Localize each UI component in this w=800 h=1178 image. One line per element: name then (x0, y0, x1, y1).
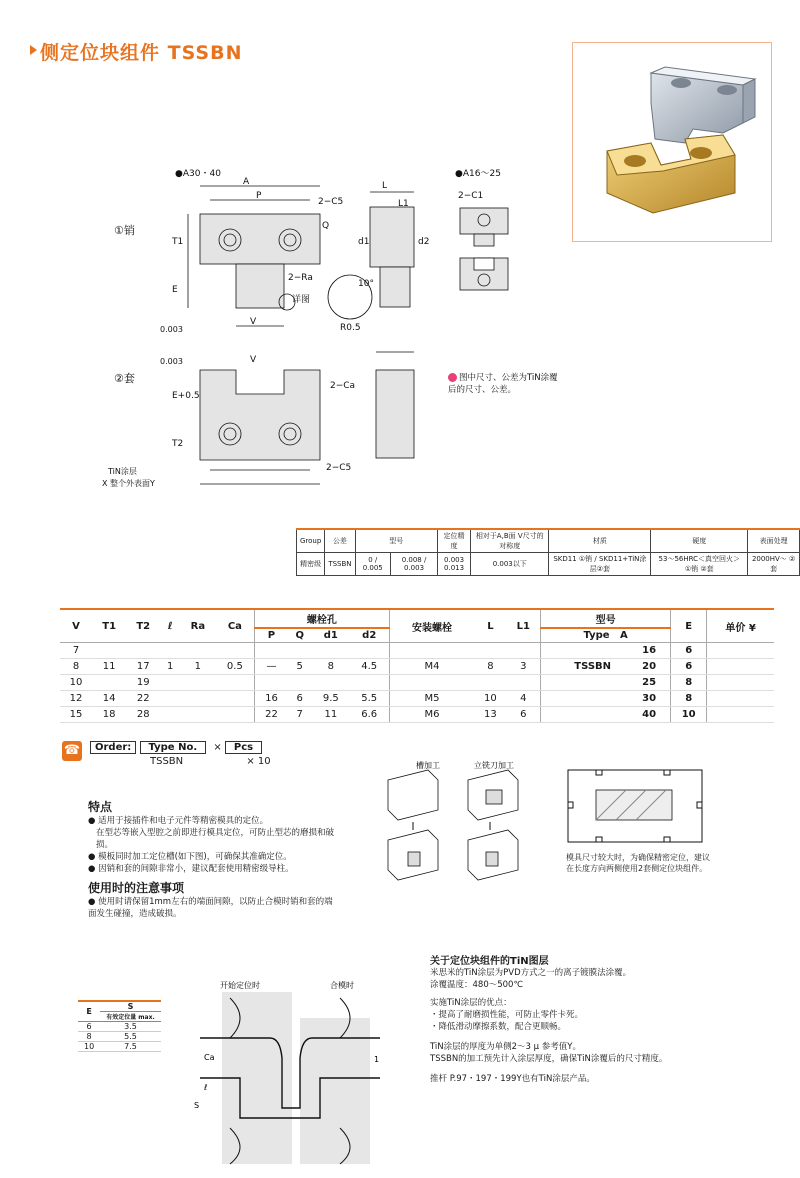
table-cell-type: 30 (541, 691, 671, 707)
dim-l-label: L (382, 181, 388, 191)
table-cell-d2 (350, 643, 389, 659)
table-cell-price (707, 643, 774, 659)
dim-d2-label: d2 (418, 237, 430, 247)
features-title: 特点 (88, 800, 113, 814)
page-title: 侧定位块组件 TSSBN (40, 42, 243, 64)
feature-item: ● 因销和套的间隙非常小，建议配套使用精密级导柱。 (88, 864, 294, 874)
table-cell-bolt: M4 (389, 659, 474, 675)
table-cell-P: 16 (255, 691, 288, 707)
table-row (60, 659, 774, 675)
title-arrow-icon (30, 45, 37, 55)
plate-note: 模具尺寸较大时，为确保精密定位，建议在长度方向两侧使用2套侧定位块组件。 (566, 853, 710, 873)
table-cell-bolt (389, 675, 474, 691)
dim-c5-sleeve-label: 2−C5 (326, 463, 352, 473)
table-cell-E: 8 (671, 675, 707, 691)
flat-sleeve-label: 0.003 (160, 357, 183, 366)
table-cell-l (160, 707, 180, 723)
table-row (60, 675, 774, 691)
table-cell-l (160, 643, 180, 659)
table-cell-L (474, 643, 506, 659)
tin-line: ・降低滑动摩擦系数，配合更顺畅。 (430, 1022, 567, 1032)
l-label: ℓ (204, 1083, 208, 1092)
table-cell-Ra (180, 691, 215, 707)
tin-line: ・提高了耐磨损性能，可防止零件卡死。 (430, 1010, 584, 1020)
dim-d1-label: d1 (358, 237, 370, 247)
table-row (60, 707, 774, 723)
table-cell-Ca (216, 643, 255, 659)
spec-header-hardness: 硬度 (651, 529, 748, 553)
s-row: 8 5.5 (78, 1032, 161, 1042)
table-cell-Ca (216, 691, 255, 707)
table-cell-V: 12 (60, 691, 92, 707)
sleeve-label: ②套 (114, 372, 135, 385)
size-b-label: ●A16～25 (455, 169, 501, 179)
spec-header-material: 材质 (549, 529, 651, 553)
example-qty: 10 (257, 756, 271, 767)
table-cell-Ra (180, 643, 215, 659)
table-cell-E: 8 (671, 691, 707, 707)
table-cell-d2 (350, 675, 389, 691)
table-cell-Ra (180, 675, 215, 691)
spec-table (296, 528, 800, 576)
table-cell-V: 10 (60, 675, 92, 691)
table-cell-price (707, 707, 774, 723)
product-image (573, 43, 773, 243)
table-cell-Ca: 0.5 (216, 659, 255, 675)
dim-v-sleeve-label: V (250, 355, 257, 365)
table-cell-price (707, 659, 774, 675)
table-cell-Ra (180, 707, 215, 723)
table-cell-E: 6 (671, 659, 707, 675)
note-icon (448, 373, 457, 382)
dim-l1-label: L1 (398, 199, 409, 209)
closed-label: 合模时 (330, 981, 354, 990)
tin-line: 涂覆温度：480～500℃ (430, 980, 523, 990)
start-label: 开始定位时 (220, 981, 260, 990)
order-label: Order: (90, 741, 136, 754)
tin-title: 关于定位块组件的TiN图层 (430, 956, 549, 967)
dim-r05-label: R0.5 (340, 323, 361, 333)
table-cell-T2: 19 (126, 675, 160, 691)
table-cell-d1: 9.5 (312, 691, 350, 707)
dim-e-label: E (172, 285, 178, 295)
dim-t1-label: T1 (172, 237, 184, 247)
table-cell-l (160, 675, 180, 691)
table-cell-Q: 7 (288, 707, 312, 723)
dim-c5-label: 2−C5 (318, 197, 344, 207)
tin-line: 推杆 P.97・197・199Y也有TiN涂层产品。 (430, 1074, 595, 1084)
table-cell-T1: 11 (92, 659, 126, 675)
table-row (60, 691, 774, 707)
dim-ca-label: 2−Ca (330, 381, 356, 391)
s-row: 6 3.5 (78, 1022, 161, 1032)
dim-a-label: A (243, 177, 250, 187)
table-cell-Q (288, 675, 312, 691)
table-cell-type: 40 (541, 707, 671, 723)
technical-drawing (100, 162, 540, 502)
feature-item: 在型芯等嵌入型腔之前即进行模具定位，可防止型芯的磨损和破损。 (96, 828, 335, 850)
table-cell-L1 (506, 675, 540, 691)
table-row (60, 643, 774, 659)
table-cell-L (474, 675, 506, 691)
table-cell-T2: 22 (126, 691, 160, 707)
table-cell-d2: 4.5 (350, 659, 389, 675)
caution-item: ● 使用时请保留1mm左右的端面间隙，以防止合模时销和套的端面发生碰撞，造成破损。 (88, 897, 333, 919)
dimension-table: V T1 T2 ℓ Ra Ca 螺栓孔 安装螺栓 L L1 型号 E 单价 ¥ P Q d1 d2 Type A 7 16 6 8 11 17 1 1 0.5 — 5 8 4.5 M4 8 3 TSSBN 20 6 10 19 25 8 12 14 22 16 6 9.5 5.5 M5 10 4 30 8 15 18 28 22 7 11 6.6 M6 13 6 40 10 (60, 608, 774, 723)
cautions-title: 使用时的注意事项 (88, 881, 185, 895)
table-cell-d1: 11 (312, 707, 350, 723)
endmill-label: 立铣刀加工 (474, 761, 514, 770)
table-cell-d1 (312, 643, 350, 659)
table-cell-price (707, 691, 774, 707)
feature-item: ● 模板同时加工定位槽(如下图)，可确保其准确定位。 (88, 852, 292, 862)
table-cell-T1 (92, 675, 126, 691)
pin-label: ①销 (114, 224, 135, 237)
table-cell-E: 6 (671, 643, 707, 659)
tin-line: 实施TiN涂层的优点： (430, 998, 512, 1008)
tin-line: TSSBN的加工预先计入涂层厚度，确保TiN涂覆后的尺寸精度。 (430, 1054, 668, 1064)
pcs-box[interactable]: Pcs (225, 741, 262, 754)
table-cell-d1: 8 (312, 659, 350, 675)
table-cell-bolt (389, 643, 474, 659)
s-table: E S 有效定位量 max. 6 3.5 8 5.5 10 7.5 (78, 1000, 161, 1052)
tin-line: 米思米的TiN涂层为PVD方式之一的离子镀膜法涂覆。 (430, 968, 632, 978)
table-cell-Ra: 1 (180, 659, 215, 675)
table-cell-Q: 6 (288, 691, 312, 707)
table-cell-T1: 18 (92, 707, 126, 723)
spec-header-precision: 定位精度 (438, 529, 471, 553)
plate-diagram (560, 766, 710, 846)
s-label: S (194, 1101, 200, 1110)
example-type: TSSBN (150, 756, 184, 767)
tin-layer-label: TiN涂层 (108, 467, 137, 476)
product-photo (572, 42, 772, 242)
feature-item: ● 适用于接插件和电子元件等精密模具的定位。 (88, 816, 269, 826)
spec-header-tolerance: 公差 (325, 529, 355, 553)
table-cell-T1 (92, 643, 126, 659)
table-cell-V: 8 (60, 659, 92, 675)
type-no-box[interactable]: Type No. (140, 741, 207, 754)
table-cell-T2: 17 (126, 659, 160, 675)
table-cell-l (160, 691, 180, 707)
table-cell-L1 (506, 643, 540, 659)
table-cell-d2: 6.6 (350, 707, 389, 723)
table-cell-T2: 28 (126, 707, 160, 723)
tin-section (430, 952, 730, 1085)
table-cell-d1 (312, 675, 350, 691)
table-cell-L1: 3 (506, 659, 540, 675)
table-cell-Ca (216, 675, 255, 691)
s-row: 10 7.5 (78, 1042, 161, 1052)
table-cell-P (255, 675, 288, 691)
detail-label: 详图 (292, 295, 311, 305)
table-cell-l: 1 (160, 659, 180, 675)
table-cell-P: — (255, 659, 288, 675)
order-block: Order: Type No. × Pcs TSSBN × 10 (90, 741, 271, 767)
dim-v-label: V (250, 317, 257, 327)
dim-ra-label: 2−Ra (288, 273, 313, 283)
table-cell-Q (288, 643, 312, 659)
dim-e-plus-label: E+0.5 (172, 391, 200, 401)
features-section (88, 798, 338, 920)
table-cell-type: 16 (541, 643, 671, 659)
drawing-note: 图中尺寸、公差为TiN涂覆后的尺寸、公差。 (448, 373, 558, 395)
table-cell-L: 10 (474, 691, 506, 707)
dim-10-label: 10° (358, 279, 374, 289)
table-cell-V: 7 (60, 643, 92, 659)
table-cell-L1: 4 (506, 691, 540, 707)
tin-line: TiN涂层的厚度为单侧2～3 μ 参考值Y。 (430, 1042, 581, 1052)
table-cell-T2 (126, 643, 160, 659)
table-cell-T1: 14 (92, 691, 126, 707)
dim-c1-label: 2−C1 (458, 191, 484, 201)
table-cell-d2: 5.5 (350, 691, 389, 707)
table-cell-E: 10 (671, 707, 707, 723)
table-cell-Q: 5 (288, 659, 312, 675)
table-cell-V: 15 (60, 707, 92, 723)
engagement-diagram (190, 978, 390, 1168)
tin-scope-label: X 整个外表面Y (102, 479, 155, 488)
size-a-label: ●A30・40 (175, 169, 221, 179)
dim-q-label: Q (322, 221, 330, 231)
table-cell-L: 13 (474, 707, 506, 723)
groove-label: 槽加工 (416, 761, 440, 770)
table-cell-price (707, 675, 774, 691)
flat-pin-label: 0.003 (160, 325, 183, 334)
table-cell-P (255, 643, 288, 659)
table-cell-L: 8 (474, 659, 506, 675)
ca-label: Ca (204, 1053, 215, 1062)
spec-header-symmetry: 相对于A,B面 V尺寸的对称度 (471, 529, 549, 553)
table-cell-type: TSSBN 20 (541, 659, 671, 675)
table-cell-P: 22 (255, 707, 288, 723)
groove-diagram (378, 760, 548, 890)
table-cell-L1: 6 (506, 707, 540, 723)
gap-label: 1 (374, 1055, 380, 1064)
spec-header-surface: 表面处理 (748, 529, 800, 553)
table-cell-bolt: M6 (389, 707, 474, 723)
table-cell-Ca (216, 707, 255, 723)
dim-t2-label: T2 (172, 439, 184, 449)
spec-header-type: 型号 (355, 529, 438, 553)
table-cell-type: 25 (541, 675, 671, 691)
phone-icon: ☎ (62, 741, 82, 761)
spec-header-group: Group (297, 529, 325, 553)
dim-p-label: P (256, 191, 262, 201)
spec-row: 精密级 TSSBN 0 / 0.005 0.008 / 0.003 0.003 0.013 0.003以下 SKD11 ①销 / SKD11+TiN涂层②套 53～56HRC＜真空回火＞ ①销 ②套 2000HV～ ②套 (297, 553, 800, 576)
table-cell-bolt: M5 (389, 691, 474, 707)
